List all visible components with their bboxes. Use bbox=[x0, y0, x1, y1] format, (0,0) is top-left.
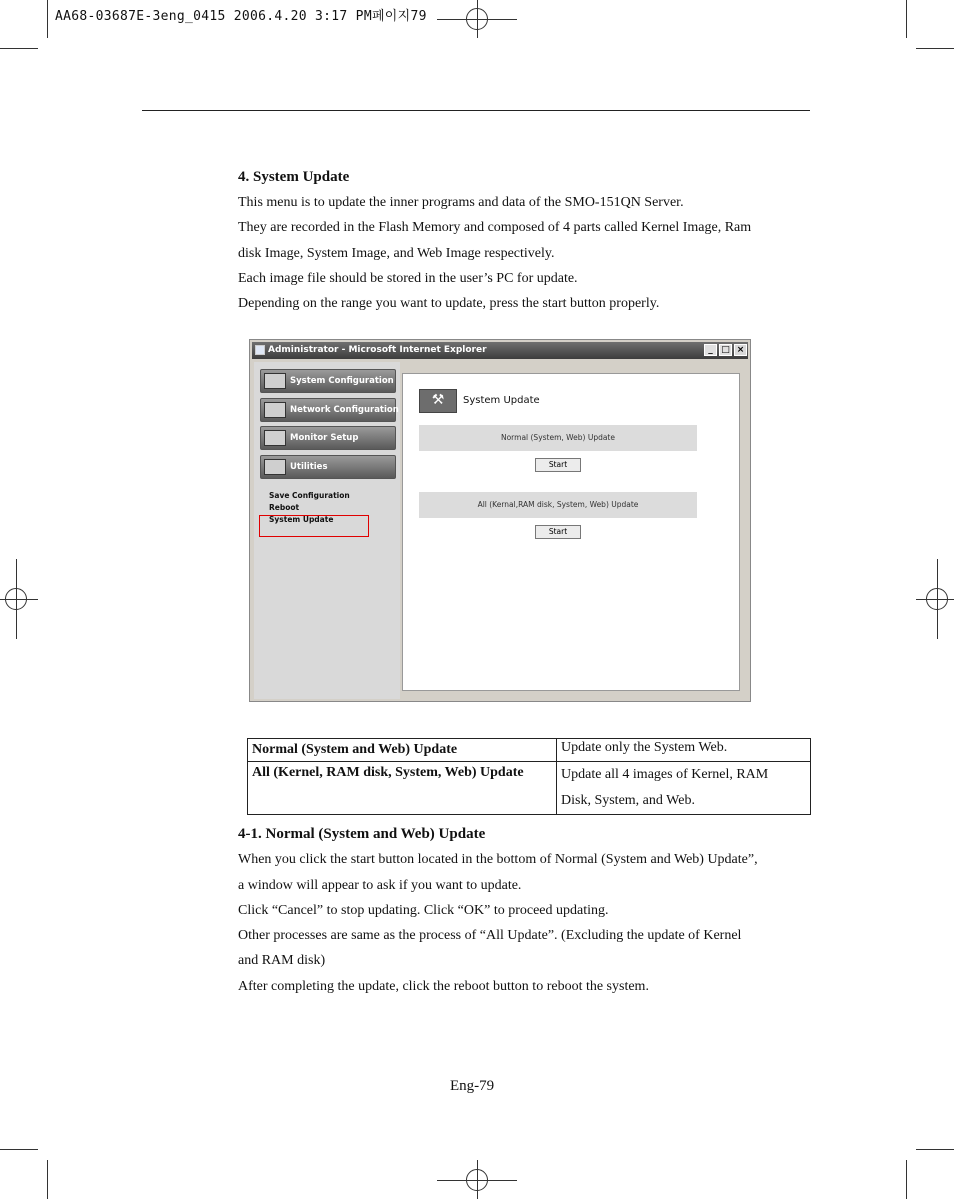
table-desc-line: Update only the System Web. bbox=[561, 740, 728, 755]
network-icon bbox=[264, 402, 286, 418]
nav-label: Utilities bbox=[290, 462, 328, 472]
table-row bbox=[248, 739, 811, 762]
tools-icon bbox=[264, 459, 286, 475]
section-paragraph-1: This menu is to update the inner programs and data of the SMO-151QN Server. bbox=[238, 195, 684, 210]
section-title: 4. System Update bbox=[238, 169, 350, 185]
section-paragraph-3: disk Image, System Image, and Web Image respectively. bbox=[238, 246, 555, 261]
nav-utilities[interactable] bbox=[260, 455, 396, 479]
sublink-save-configuration[interactable]: Save Configuration bbox=[269, 491, 350, 500]
subsection-paragraph-3: Click “Cancel” to stop updating. Click “OK” to proceed updating. bbox=[238, 903, 609, 918]
content-panel bbox=[402, 373, 740, 691]
monitor-icon bbox=[264, 430, 286, 446]
all-start-button[interactable]: Start bbox=[535, 525, 581, 539]
section-paragraph-5: Depending on the range you want to update, press the start button properly. bbox=[238, 296, 660, 311]
table-term: Normal (System and Web) Update bbox=[248, 739, 557, 762]
highlight-box bbox=[259, 515, 369, 537]
sublink-system-update[interactable]: System Update bbox=[269, 515, 334, 524]
subsection-paragraph-2: a window will appear to ask if you want to update. bbox=[238, 878, 522, 893]
header-rule bbox=[142, 110, 810, 111]
nav-label: Network Configuration bbox=[290, 405, 399, 415]
window-titlebar bbox=[252, 342, 748, 359]
tools-icon: ⚒ bbox=[419, 389, 457, 413]
subsection-title: 4-1. Normal (System and Web) Update bbox=[238, 826, 486, 842]
table-desc-line: Disk, System, and Web. bbox=[561, 793, 695, 808]
window-title: Administrator - Microsoft Internet Explorer bbox=[268, 345, 487, 355]
table-desc bbox=[557, 739, 811, 762]
nav-label: System Configuration bbox=[290, 376, 394, 386]
minimize-button[interactable]: _ bbox=[704, 344, 717, 356]
nav-sidebar bbox=[254, 362, 400, 699]
monitor-icon bbox=[264, 373, 286, 389]
section-paragraph-4: Each image file should be stored in the user’s PC for update. bbox=[238, 271, 578, 286]
nav-label: Monitor Setup bbox=[290, 433, 359, 443]
table-term: All (Kernel, RAM disk, System, Web) Update bbox=[248, 762, 557, 815]
page-number: Eng-79 bbox=[450, 1078, 495, 1094]
nav-network-configuration[interactable] bbox=[260, 398, 399, 422]
table-desc-line: Update all 4 images of Kernel, RAM bbox=[561, 767, 769, 782]
subsection-paragraph-6: After completing the update, click the reboot button to reboot the system. bbox=[238, 979, 649, 994]
normal-start-button[interactable]: Start bbox=[535, 458, 581, 472]
nav-monitor-setup[interactable] bbox=[260, 426, 396, 450]
subsection-paragraph-4: Other processes are same as the process of “All Update”. (Excluding the update of Kernel bbox=[238, 928, 742, 943]
print-slug: AA68-03687E-3eng_0415 2006.4.20 3:17 PM페이지79 bbox=[55, 9, 427, 24]
nav-system-configuration[interactable] bbox=[260, 369, 396, 393]
close-button[interactable]: × bbox=[734, 344, 747, 356]
normal-update-band: Normal (System, Web) Update bbox=[419, 425, 697, 451]
all-update-band: All (Kernal,RAM disk, System, Web) Update bbox=[419, 492, 697, 518]
update-options-table bbox=[247, 738, 811, 815]
sublink-reboot[interactable]: Reboot bbox=[269, 503, 300, 512]
content-title: System Update bbox=[463, 395, 540, 406]
table-row bbox=[248, 762, 811, 815]
ie-icon bbox=[255, 345, 265, 355]
maximize-button[interactable]: □ bbox=[719, 344, 732, 356]
table-desc bbox=[557, 762, 811, 815]
subsection-paragraph-1: When you click the start button located in the bottom of Normal (System and Web) Update”, bbox=[238, 852, 758, 867]
subsection-paragraph-5: and RAM disk) bbox=[238, 953, 326, 968]
section-paragraph-2: They are recorded in the Flash Memory and composed of 4 parts called Kernel Image, Ram bbox=[238, 220, 752, 235]
browser-screenshot bbox=[249, 339, 751, 702]
